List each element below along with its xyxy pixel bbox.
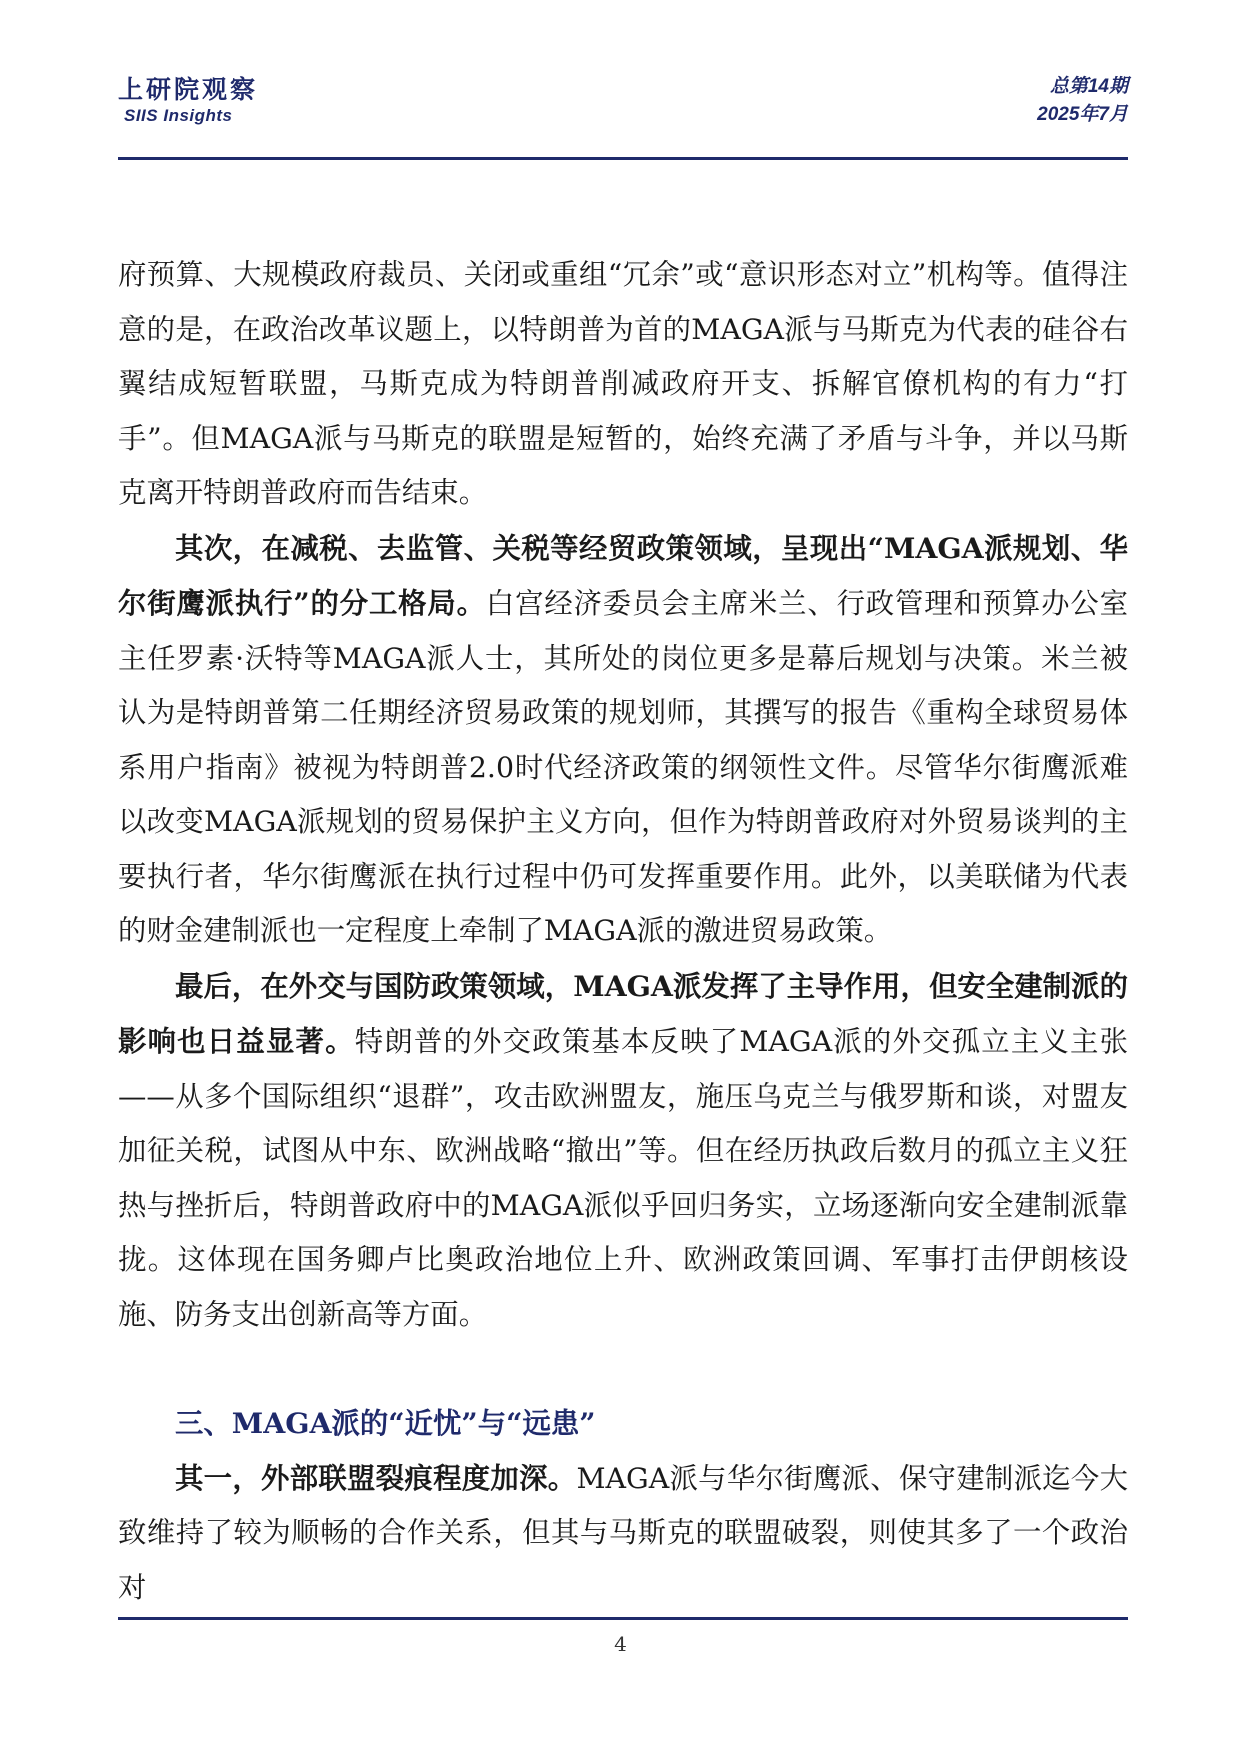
paragraph-3-lead: 最后，在外交与国防政策领域，MAGA派发挥了主导作用，但安全建制派的影响也日益显著。 — [118, 968, 1128, 1058]
brand-subtitle: SIIS Insights — [124, 106, 233, 125]
issue-number: 总第14期 — [1049, 76, 1128, 97]
paragraph-2 — [118, 521, 1128, 959]
paragraph-3-text: 特朗普的外交政策基本反映了MAGA派的外交孤立主义主张——从多个国际组织“退群”，攻击欧洲盟友，施压乌克兰与俄罗斯和谈，对盟友加征关税，试图从中东、欧洲战略“撤出”等。但在经历执政后数月的孤立主义狂热与挫折后，特朗普政府中的MAGA派似乎回归务实，立场逐渐向安全建制派靠拢。这体现在国务卿卢比奥政治地位上升、欧洲政策回调、军事打击伊朗核设施、防务支出创新高等方面。 — [118, 1025, 1128, 1331]
article-body — [118, 248, 1128, 1615]
paragraph-4 — [118, 1451, 1128, 1616]
issue-info — [1037, 73, 1128, 129]
issue-date: 2025年7月 — [1037, 104, 1128, 125]
paragraph-2-lead: 其次，在减税、去监管、关税等经贸政策领域，呈现出“MAGA派规划、华尔街鹰派执行”的分工格局。 — [118, 530, 1128, 620]
paragraph-3 — [118, 959, 1128, 1343]
brand-title: 上研院观察 — [118, 75, 259, 104]
header-divider — [118, 157, 1128, 160]
paragraph-1 — [118, 248, 1128, 521]
page-number: 4 — [614, 1632, 627, 1656]
paragraph-4-text: MAGA派与华尔街鹰派、保守建制派迄今大致维持了较为顺畅的合作关系，但其与马斯克的联盟破裂，则使其多了一个政治对 — [118, 1461, 1128, 1604]
paragraph-2-text: 白宫经济委员会主席米兰、行政管理和预算办公室主任罗素·沃特等MAGA派人士，其所处的岗位更多是幕后规划与决策。米兰被认为是特朗普第二任期经济贸易政策的规划师，其撰写的报告《重构全球贸易体系用户指南》被视为特朗普2.0时代经济政策的纲领性文件。尽管华尔街鹰派难以改变MAGA派规划的贸易保护主义方向，但作为特朗普政府对外贸易谈判的主要执行者，华尔街鹰派在执行过程中仍可发挥重要作用。此外，以美联储为代表的财金建制派也一定程度上牵制了MAGA派的激进贸易政策。 — [118, 587, 1128, 947]
paragraph-4-lead: 其一，外部联盟裂痕程度加深。 — [175, 1460, 577, 1495]
paragraph-1-text: 府预算、大规模政府裁员、关闭或重组“冗余”或“意识形态对立”机构等。值得注意的是，在政治改革议题上，以特朗普为首的MAGA派与马斯克为代表的硅谷右翼结成短暂联盟，马斯克成为特朗普削减政府开支、拆解官僚机构的有力“打手”。但MAGA派与马斯克的联盟是短暂的，始终充满了矛盾与斗争，并以马斯克离开特朗普政府而告结束。 — [118, 258, 1128, 509]
section-heading: 三、MAGA派的“近忧”与“远患” — [175, 1406, 596, 1440]
page-header — [118, 70, 1128, 160]
footer-divider — [118, 1617, 1128, 1620]
